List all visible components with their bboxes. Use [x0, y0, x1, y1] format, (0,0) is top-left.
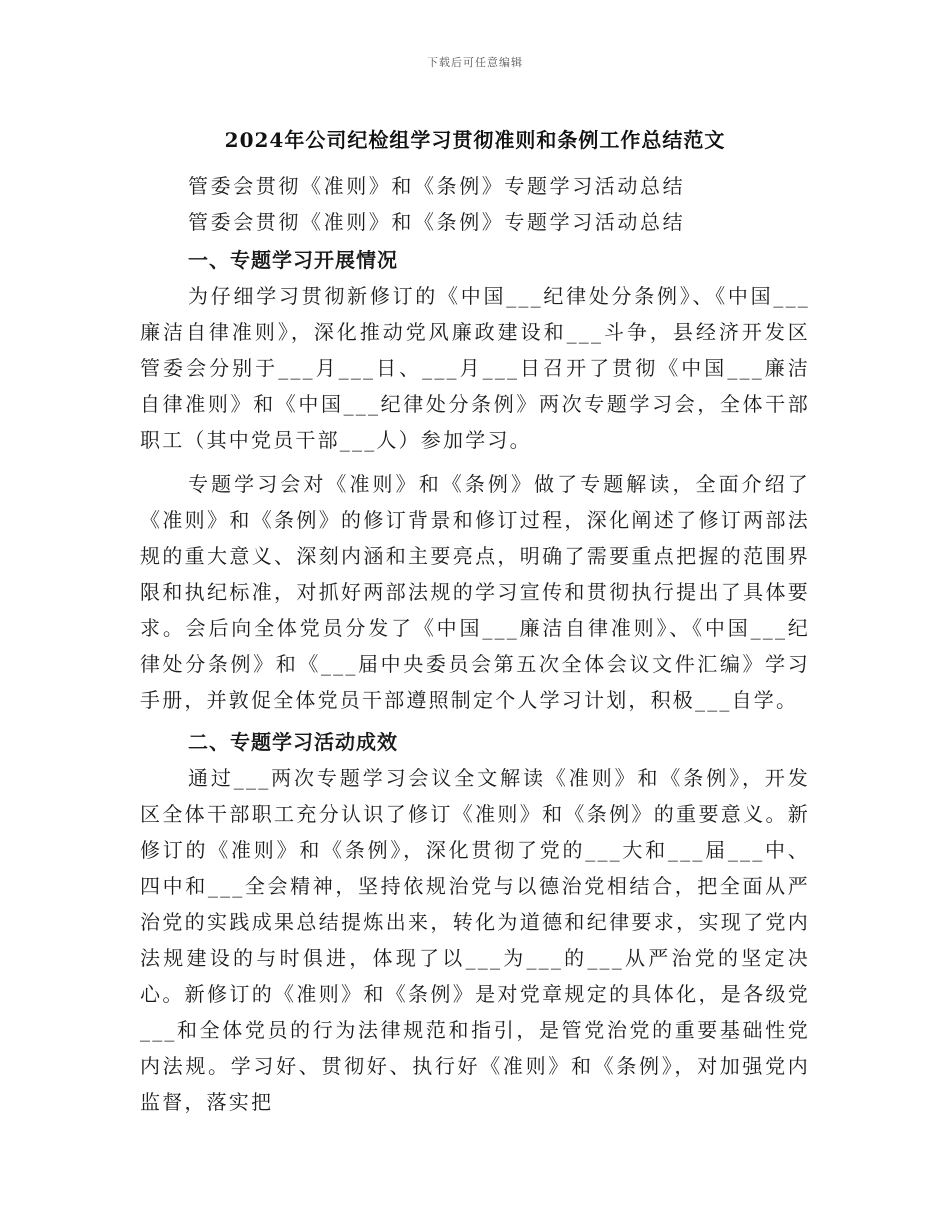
download-note: 下载后可任意编辑 — [427, 56, 523, 69]
section-2-heading: 二、专题学习活动成效 — [188, 730, 398, 754]
subtitle-line: 管委会贯彻《准则》和《条例》专题学习活动总结 — [188, 174, 686, 198]
section-1-paragraph-2: 专题学习会对《准则》和《条例》做了专题解读，全面介绍了《准则》和《条例》的修订背景和修订过程，深化阐述了修订两部法规的重大意义、深刻内涵和主要亮点，明确了需要重点把握的范围界限和执纪标准，对抓好两部法规的学习宣传和贯彻执行提出了具体要求。会后向全体党员分发了《中国___廉洁自律准则》、《中国___纪律处分条例》和《___届中央委员会第五次全体会议文件汇编》学习手册，并敦促全体党员干部遵照制定个人学习计划，积极___自学。 — [140, 472, 810, 712]
section-2-paragraph-1: 通过___两次专题学习会议全文解读《准则》和《条例》，开发区全体干部职工充分认识了修订《准则》和《条例》的重要意义。新修订的《准则》和《条例》，深化贯彻了党的___大和___届___中、四中和___全会精神，坚持依规治党与以德治党相结合，把全面从严治党的实践成果总结提炼出来，转化为道德和纪律要求，实现了党内法规建设的与时俱进，体现了以___为___的___从严治党的坚定决心。新修订的《准则》和《条例》是对党章规定的具体化，是各级党___和全体党员的行为法律规范和指引，是管党治党的重要基础性党内法规。学习好、贯彻好、执行好《准则》和《条例》，对加强党内监督，落实把 — [140, 766, 810, 1114]
document-body — [140, 168, 810, 1120]
section-1-heading: 一、专题学习开展情况 — [188, 248, 398, 272]
subtitle-line-repeat: 管委会贯彻《准则》和《条例》专题学习活动总结 — [188, 210, 686, 234]
section-1-paragraph-1: 为仔细学习贯彻新修订的《中国___纪律处分条例》、《中国___廉洁自律准则》，深化推动党风廉政建设和___斗争，县经济开发区管委会分别于___月___日、___月___日召开了贯彻《中国___廉洁自律准则》和《中国___纪律处分条例》两次专题学习会，全体干部职工（其中党员干部___人）参加学习。 — [140, 284, 810, 452]
document-title: 2024年公司纪检组学习贯彻准则和条例工作总结范文 — [224, 128, 726, 152]
